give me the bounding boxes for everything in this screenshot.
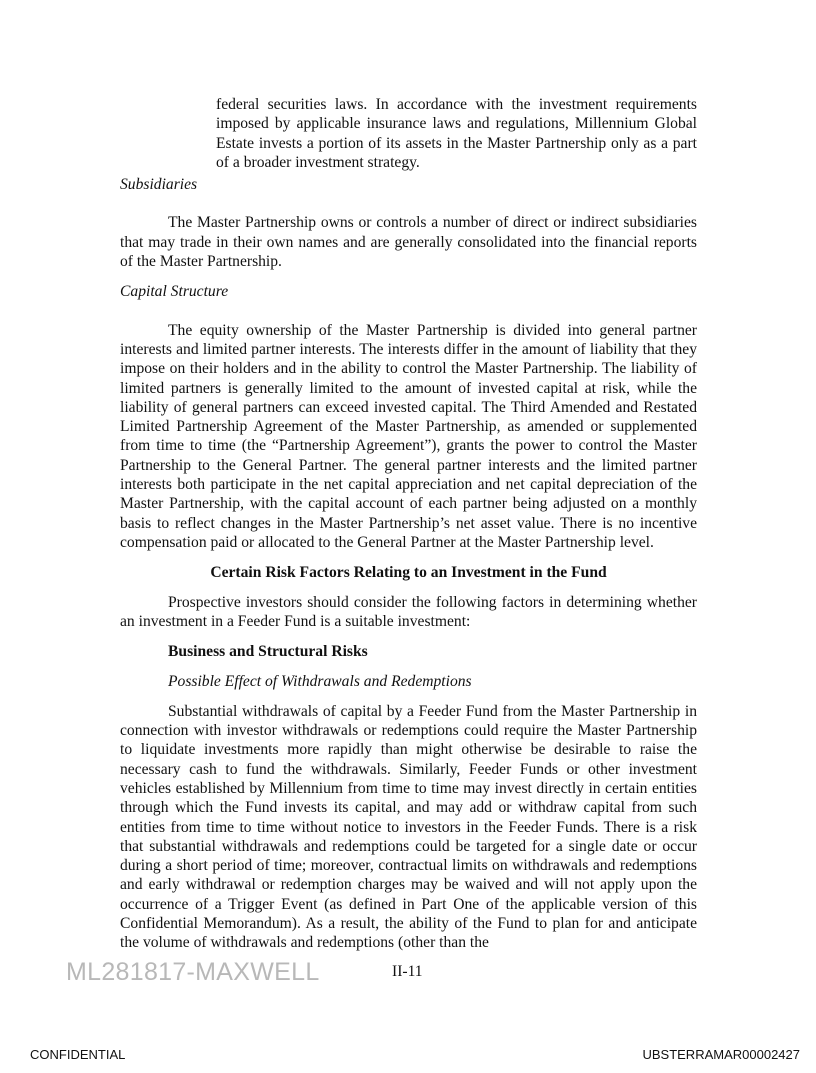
page-number-row: [0, 957, 816, 987]
risk-factors-heading: Certain Risk Factors Relating to an Investment in the Fund: [210, 564, 607, 582]
page-number: II-11: [392, 963, 423, 981]
footer-confidential: CONFIDENTIAL: [30, 1047, 126, 1062]
footer: [0, 1047, 816, 1063]
withdrawals-paragraph: Substantial withdrawals of capital by a Feeder Fund from the Master Partnership in connection with investor withdrawals or redemptions could require the Master Partnership to liquidate investments more rapidly than might otherwise be desirable to raise the necessary cash to fund the withdrawals. Similarly, Feeder Funds or other investment vehicles established by Millennium from time to time may invest directly in certain entities through which the Fund invests its capital, and may add or withdraw capital from such entities from time to time without notice to investors in the Feeder Funds. There is a risk that substantial withdrawals and redemptions could be targeted for a single date or occur during a short period of time; moreover, contractual limits on withdrawals and redemptions and early withdrawal or redemption charges may be waived and will not apply upon the occurrence of a Trigger Event (as defined in Part One of the applicable version of this Confidential Memorandum). As a result, the ability of the Fund to plan for and anticipate the volume of withdrawals and redemptions (other than the: [120, 702, 697, 952]
business-risks-heading: Business and Structural Risks: [168, 643, 368, 661]
subsidiaries-paragraph: The Master Partnership owns or controls a number of direct or indirect subsidiaries that may trade in their own names and are generally consolidated into the financial reports of the Master Partnership.: [120, 214, 697, 271]
quote-paragraph: federal securities laws. In accordance with the investment requirements imposed by applicable insurance laws and regulations, Millennium Global Estate invests a portion of its assets in the Master Partnership only as a part of a broader investment strategy.: [216, 96, 697, 171]
withdrawals-heading: Possible Effect of Withdrawals and Redemptions: [168, 673, 472, 691]
capital-structure-heading: Capital Structure: [120, 283, 229, 301]
watermark: ML281817-MAXWELL: [66, 957, 320, 986]
capital-structure-paragraph: The equity ownership of the Master Partnership is divided into general partner interests and limited partner interests. The interests differ in the amount of liability that they impose on their holders and in the ability to control the Master Partnership. The liability of limited partners is generally limited to the amount of invested capital at risk, while the liability of general partners can exceed invested capital. The Third Amended and Restated Limited Partnership Agreement of the Master Partnership, as amended or supplemented from time to time (the “Partnership Agreement”), grants the power to control the Master Partnership to the General Partner. The general partner interests and the limited partner interests both participate in the net capital appreciation and net capital depreciation of the Master Partnership, with the capital account of each partner being adjusted on a monthly basis to reflect changes in the Master Partnership’s net asset value. There is no incentive compensation paid or allocated to the General Partner at the Master Partnership level.: [120, 321, 697, 551]
subsidiaries-heading: Subsidiaries: [120, 176, 198, 194]
footer-bates-number: UBSTERRAMAR00002427: [642, 1047, 800, 1062]
risk-factors-intro: Prospective investors should consider the following factors in determining whether an investment in a Feeder Fund is a suitable investment:: [120, 593, 697, 630]
